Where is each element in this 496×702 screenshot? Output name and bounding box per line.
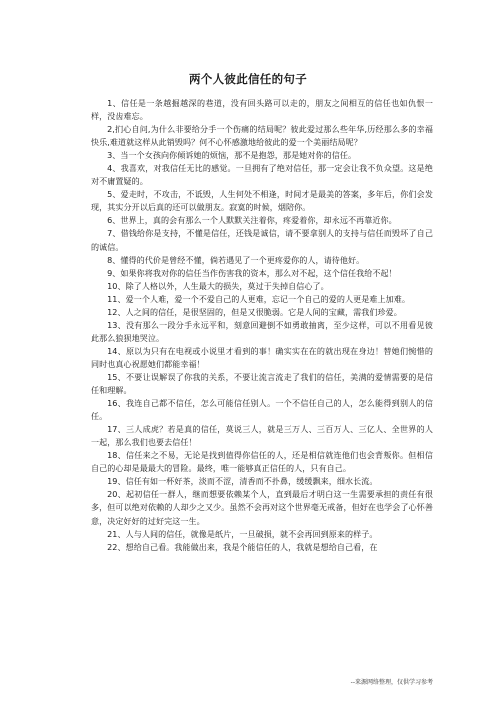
paragraph: 17、三人成虎？若是真的信任，莫说三人，就是三万人、三百万人、三亿人、全世界的人一起，那么我们也要去信任！: [91, 425, 433, 448]
paragraph: 22、想给自己看。我能做出来，我是个能信任的人，我就是想给自己看，在: [107, 542, 378, 552]
paragraph: 20、起初信任一群人，继而想要依赖某个人，直到最后才明白这一生需要承担的责任有很多，但可以绝对依赖的人却少之又少。虽然不会再对这个世界毫无戒备，但好在也学会了心怀善意，决定好好的过好完这一生。: [91, 490, 433, 526]
paragraph: 7、借钱给你是支持，不懂是信任，还钱是诚信，请不要拿别人的支持与信任而毁坏了自己的诚信。: [91, 229, 433, 252]
document-body: [91, 97, 433, 554]
paragraph: 5、爱走时，不攻击，不诋毁，人生何处不相逢，时间才是最美的答案，多年后，你们会发现，其实分开以后真的还可以做朋友。寂寞的时候，烟陪你。: [91, 190, 433, 213]
paragraph: 16、我连自己都不信任，怎么可能信任别人。一个不信任自己的人，怎么能得到别人的信任。: [91, 399, 433, 422]
paragraph: 12、人之间的信任，是很坚固的，但是又很脆弱。它是人间的宝藏，需我们珍爱。: [107, 307, 402, 317]
paragraph: 2,扪心自问,为什么非要给分手一个伤痛的结局呢？彼此爱过那么些年华,历经那么多的幸福快乐,难道就这样从此销毁吗？何不心怀感激地给彼此的爱一个美丽结局呢？: [91, 125, 433, 148]
paragraph: 14、原以为只有在电视或小说里才看到的事！确实实在在的就出现在身边！替她们惋惜的同时也真心祝愿她们都能幸福！: [91, 346, 433, 369]
paragraph: 19、信任有如一杯好茶，淡而不涩，清香而不扑鼻，缓缓飘来，细水长流。: [107, 477, 378, 487]
paragraph: 13、没有那么一段分手永远平和，刻意回避倒不如勇敢抽离，至少这样，可以不用看见彼此那么狼狈地哭泣。: [91, 320, 433, 343]
paragraph: 4、我喜欢，对我信任无比的感觉。一旦拥有了绝对信任，那一定会让我不负众望。这是绝对不庸置疑的。: [91, 164, 433, 187]
paragraph: 15、不要让误解误了你我的关系，不要让流言流走了我们的信任，美满的爱情需要的是信任和理解。: [91, 372, 433, 396]
footer-note: --来源网络整理，仅供学习参考: [350, 679, 433, 686]
paragraph: 10、除了人格以外，人生最大的损失，莫过于失掉自信心了。: [107, 281, 329, 291]
paragraph: 11、爱一个人难，爱一个不爱自己的人更难，忘记一个自己的爱的人更是难上加难。: [107, 294, 411, 304]
paragraph: 18、信任来之不易，无论是找到值得你信任的人，还是相信就连他们也会背叛你。但相信自己的心却是最最大的冒险。最终，唯一能够真正信任的人，只有自己。: [91, 451, 433, 474]
paragraph: 8、懂得的代价是曾经不懂，倘若遇见了一个更疼爱你的人，请待他好。: [107, 255, 365, 265]
paragraph: 3、当一个女孩向你倾诉她的烦恼，那不是抱怨，那是她对你的信任。: [107, 151, 357, 161]
paragraph: 1、信任是一条越掘越深的巷道，没有回头路可以走的，朋友之间相互的信任也如仇恨一样，没齿难忘。: [91, 99, 433, 122]
paragraph: 9、如果你将我对你的信任当作伤害我的资本，那么对不起，这个信任我给不起！: [107, 268, 397, 278]
document-title: 两个人彼此信任的句子: [189, 72, 307, 86]
paragraph: 6、世界上，真的会有那么一个人默默关注着你，疼爱着你，却永远不再靠近你。: [107, 216, 397, 226]
paragraph: 21、人与人间的信任，就像是纸片，一旦破损，就不会再回到原来的样子。: [107, 529, 378, 539]
